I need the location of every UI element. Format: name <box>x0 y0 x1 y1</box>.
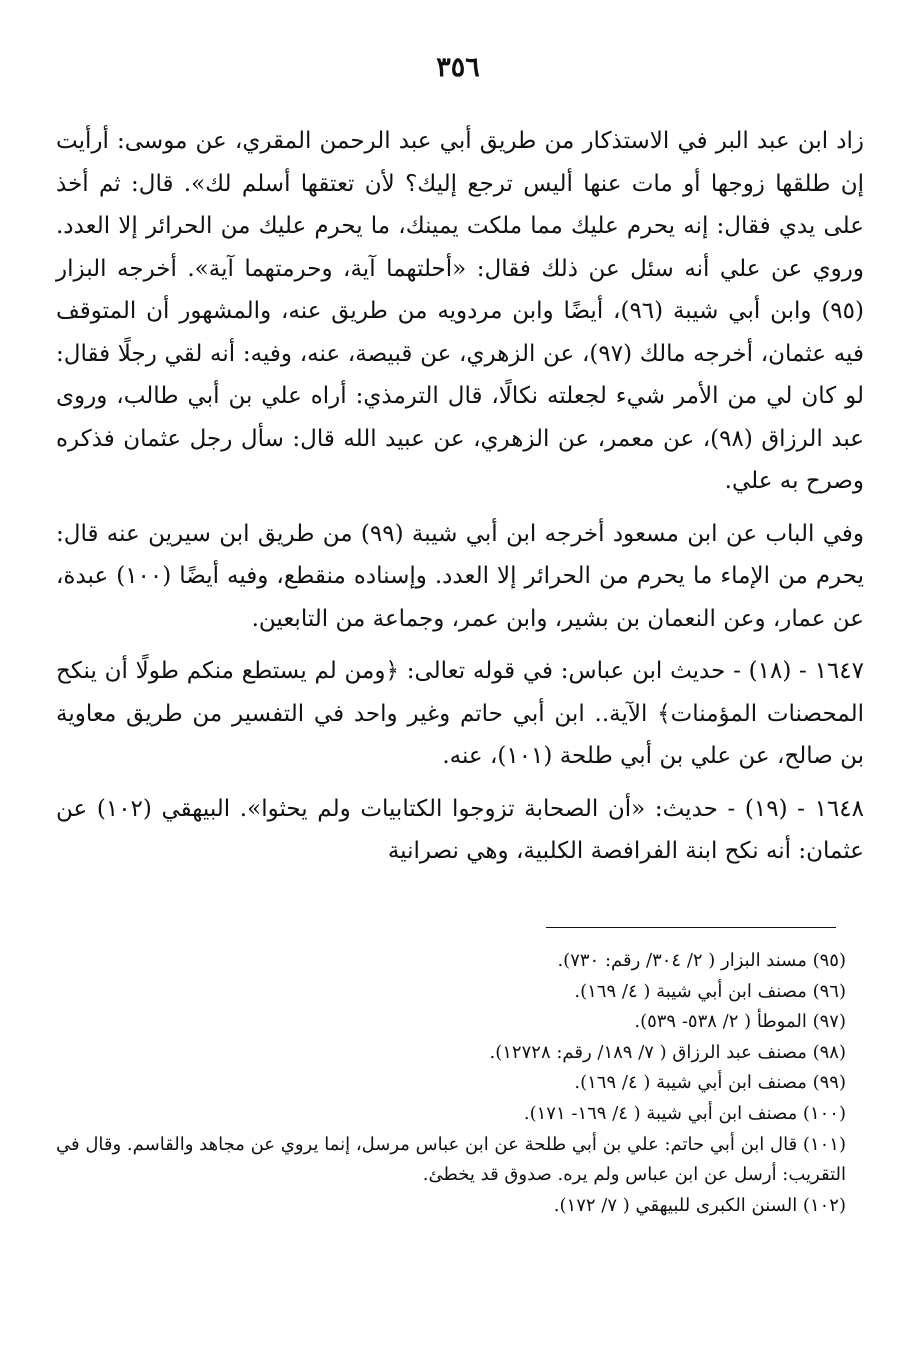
hadith-1647: ١٦٤٧ - (١٨) - حديث ابن عباس: في قوله تعالى: ﴿ومن لم يستطع منكم طولًا أن ينكح المحصنات المؤمنات﴾ الآية.. ابن أبي حاتم وغير واحد في التفسير من طريق معاوية بن صالح، عن علي بن أبي طلحة (١٠١)، عنه. <box>56 658 864 769</box>
footnote-separator <box>546 927 836 928</box>
footnote-102: (١٠٢) السنن الكبرى للبيهقي ( ٧/ ١٧٢). <box>553 1194 846 1216</box>
footnotes-list <box>56 946 846 1221</box>
paragraph-2: وفي الباب عن ابن مسعود أخرجه ابن أبي شيبة (٩٩) من طريق ابن سيرين عنه قال: يحرم من الإماء ما يحرم من الحرائر إلا العدد. وإسناده منقطع، وفيه أيضًا (١٠٠) عبدة، عن عمار، وعن النعمان بن بشير، وابن عمر، وجماعة من التابعين. <box>56 520 864 632</box>
footnote-96: (٩٦) مصنف ابن أبي شيبة ( ٤/ ١٦٩). <box>574 980 846 1002</box>
paragraph-1: زاد ابن عبد البر في الاستذكار من طريق أبي عبد الرحمن المقري، عن موسى: أرأيت إن طلقها زوجها أو مات عنها أليس ترجع إليك؟ لأن تعتقها أسلم لك». قال: ثم أخذ على يدي فقال: إنه يحرم عليك مما ملكت يمينك، ما يحرم عليك من الحرائر إلا العدد. وروي عن علي أنه سئل عن ذلك فقال: «أحلتهما آية، وحرمتهما آية». أخرجه البزار (٩٥) وابن أبي شيبة (٩٦)، أيضًا وابن مردويه من طريق عنه، والمشهور أن المتوقف فيه عثمان، أخرجه مالك (٩٧)، عن الزهري، عن قبيصة، عنه، وفيه: أنه لقي رجلًا فقال: لو كان لي من الأمر شيء لجعلته نكالًا، قال الترمذي: أراه علي بن أبي طالب، وروى عبد الرزاق (٩٨)، عن معمر، عن الزهري، عن عبيد الله قال: سأل رجل عثمان فذكره وصرح به علي. <box>56 128 864 494</box>
hadith-1648: ١٦٤٨ - (١٩) - حديث: «أن الصحابة تزوجوا الكتابيات ولم يحثوا». البيهقي (١٠٢) عن عثمان: أنه نكح ابنة الفرافصة الكلبية، وهي نصرانية <box>56 795 864 864</box>
page-number: ٣٥٦ <box>436 52 480 83</box>
footnote-101: (١٠١) قال ابن أبي حاتم: علي بن أبي طلحة عن ابن عباس مرسل، إنما يروي عن مجاهد والقاسم. وقال في التقريب: أرسل عن ابن عباس ولم يره. صدوق قد يخطئ. <box>56 1133 846 1186</box>
footnote-97: (٩٧) الموطأ ( ٢/ ٥٣٨- ٥٣٩). <box>634 1011 846 1033</box>
main-text <box>56 120 864 873</box>
footnote-95: (٩٥) مسند البزار ( ٢/ ٣٠٤/ رقم: ٧٣٠). <box>557 950 846 971</box>
footnote-100: (١٠٠) مصنف ابن أبي شيبة ( ٤/ ١٦٩- ١٧١). <box>523 1102 846 1124</box>
footnote-99: (٩٩) مصنف ابن أبي شيبة ( ٤/ ١٦٩). <box>574 1072 846 1094</box>
footnote-98: (٩٨) مصنف عبد الرزاق ( ٧/ ١٨٩/ رقم: ١٢٧٢٨). <box>489 1041 846 1063</box>
